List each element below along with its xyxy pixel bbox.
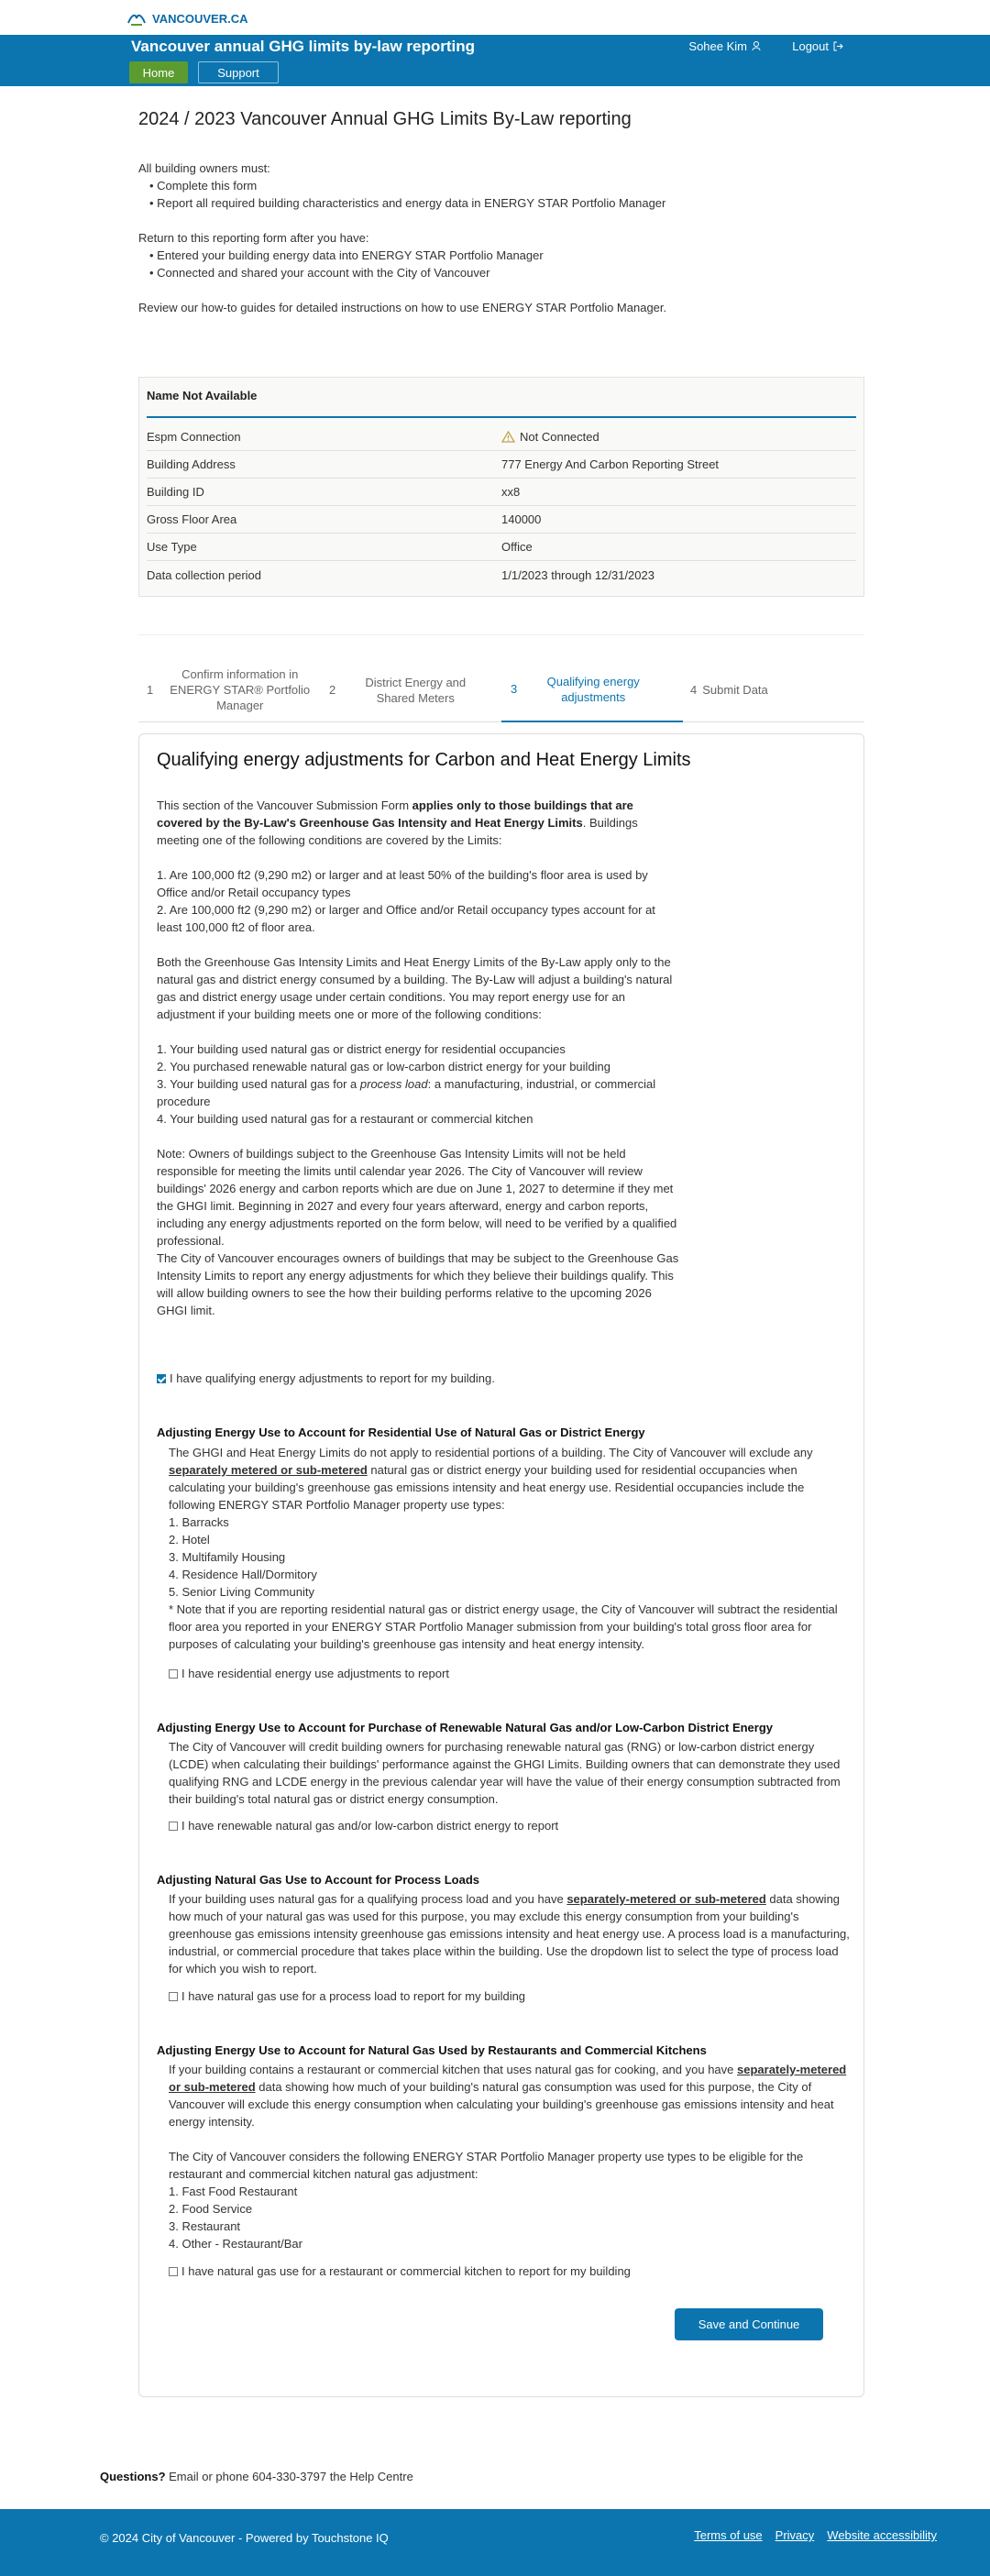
adjust-item: 2. You purchased renewable natural gas or low-carbon district energy for your building — [157, 1060, 611, 1073]
sub-metered-link[interactable]: separately-metered or sub-metered — [566, 1892, 766, 1906]
logout-icon — [833, 41, 843, 51]
section-divider — [138, 634, 864, 635]
intro-guides-text: Review our how-to guides for detailed instructions on how to use ENERGY STAR Portfolio Manager. — [138, 301, 667, 314]
residential-note: * Note that if you are reporting residential natural gas or district energy usage, the City of Vancouver will subtract the residential floor area you reported in your ENERGY STAR Portfolio Manager submission from your building's total gross floor area for purposes of calculating your building's greenhouse gas intensity and heat energy intensity. — [169, 1602, 838, 1651]
logout-link[interactable] — [792, 39, 843, 53]
checkbox-unchecked[interactable] — [169, 1992, 178, 2001]
form-title: Qualifying energy adjustments for Carbon and Heat Energy Limits — [157, 750, 691, 770]
step-number: 1 — [147, 683, 154, 697]
save-continue-button[interactable]: Save and Continue — [675, 2308, 823, 2340]
row-value: 1/1/2023 through 12/31/2023 — [501, 567, 654, 582]
renewable-heading: Adjusting Energy Use to Account for Purchase of Renewable Natural Gas and/or Low-Carbon District Energy — [157, 1721, 774, 1734]
privacy-link[interactable]: Privacy — [775, 2528, 815, 2542]
brand-logo[interactable] — [126, 10, 248, 27]
row-value — [501, 430, 600, 444]
adjust-intro: Both the Greenhouse Gas Intensity Limits and Heat Energy Limits of the By-Law apply only to the natural gas and district energy consumed by a building. The By-Law will adjust a building's natural gas and district energy usage under certain conditions. You may report energy use for an adjustment if your building meets one or more of the following conditions: — [157, 955, 673, 1021]
intro-must-heading: All building owners must: — [138, 161, 270, 175]
nav-support-button[interactable]: Support — [198, 61, 279, 83]
card-divider — [147, 416, 856, 418]
warning-icon — [501, 431, 515, 443]
intro-return-item: • Connected and shared your account with the City of Vancouver — [138, 264, 679, 281]
copyright: © 2024 City of Vancouver - Powered by Touchstone IQ — [100, 2531, 389, 2545]
residential-body: The GHGI and Heat Energy Limits do not apply to residential portions of a building. The City of Vancouver will exclude any separately metered or sub-metered natural gas or district energy your building used for residential occupancies when calculating your building's greenhouse gas emissions intensity and heat energy use. Residential occupancies include the following ENERGY STAR Portfolio Manager property use types: 1. Barracks 2. Hotel 3. Multifamily Housing 4. Residence Hall/Dormitory 5. Senior Living Community * Note that if you are reporting residential natural gas or district energy usage, the City of Vancouver will subtract the residential floor area you reported in your ENERGY STAR Portfolio Manager submission from your building's total gross floor area for purposes of calculating your building's greenhouse gas intensity and heat energy intensity. — [169, 1444, 852, 1653]
checkbox-label: I have renewable natural gas and/or low-carbon district energy to report — [182, 1819, 559, 1833]
use-type-item: 4. Residence Hall/Dormitory — [169, 1568, 317, 1581]
form-intro — [157, 797, 679, 1319]
intro-bold: applies only to those buildings that are covered by the By-Law's Greenhouse Gas Intensity and Heat Energy Limits — [157, 798, 633, 830]
condition-item: 2. Are 100,000 ft2 (9,290 m2) or larger and Office and/or Retail occupancy types account for at least 100,000 ft2 of floor area. — [157, 903, 655, 934]
adjust-item: 4. Your building used natural gas for a restaurant or commercial kitchen — [157, 1112, 534, 1126]
brand-name: VANCOUVER.CA — [152, 11, 248, 26]
espm-status: Not Connected — [520, 430, 600, 444]
intro-must-item: • Report all required building characteristics and energy data in ENERGY STAR Portfolio Manager — [138, 194, 679, 212]
sub-metered-link[interactable]: separately-metered or sub-metered — [169, 2063, 847, 2094]
condition-item: 1. Are 100,000 ft2 (9,290 m2) or larger and at least 50% of the building's floor area is used by Office and/or Retail occupancy types — [157, 868, 648, 899]
sub-metered-link[interactable]: separately metered or sub-metered — [169, 1463, 368, 1477]
step-1[interactable] — [138, 657, 322, 722]
building-row-id — [147, 479, 856, 506]
step-number: 4 — [690, 683, 698, 697]
intro-post: . Buildings meeting one of the following conditions are covered by the Limits: — [157, 816, 638, 847]
residential-checkbox[interactable] — [169, 1667, 449, 1680]
building-row-period — [147, 561, 856, 589]
step-label: District Energy and Shared Meters — [365, 675, 467, 705]
note-text: The City of Vancouver encourages owners of buildings that may be subject to the Greenhouse Gas Intensity Limits to report any energy adjustments for which they believe their buildings qualify. This will allow building owners to see the how their building performs relative to the upcoming 2026 GHGI limit. — [157, 1251, 679, 1317]
row-label: Building ID — [147, 485, 204, 499]
footer-links — [694, 2528, 937, 2542]
questions-label: Questions? — [100, 2470, 166, 2483]
row-value: 140000 — [501, 512, 542, 526]
checkbox-unchecked[interactable] — [169, 1822, 178, 1831]
row-label: Espm Connection — [147, 430, 241, 444]
building-info-card — [138, 377, 864, 597]
step-2[interactable] — [329, 657, 503, 722]
progress-stepper — [138, 657, 864, 722]
row-label: Use Type — [147, 540, 197, 554]
process-checkbox[interactable] — [169, 1989, 525, 2003]
qualifying-checkbox[interactable] — [157, 1371, 495, 1385]
restaurant-intro: The City of Vancouver considers the following ENERGY STAR Portfolio Manager property use types to be eligible for the restaurant and commercial kitchen natural gas adjustment: — [169, 2150, 804, 2181]
step-label: Confirm information in ENERGY STAR® Portfolio Manager — [170, 667, 311, 712]
adjust-item: 3. Your building used natural gas for a process load: a manufacturing, industrial, or commercial procedure — [157, 1077, 656, 1108]
page-title: 2024 / 2023 Vancouver Annual GHG Limits By-Law reporting — [138, 109, 632, 129]
user-menu[interactable] — [688, 39, 761, 53]
row-label: Gross Floor Area — [147, 512, 237, 526]
intro-must-item: • Complete this form — [138, 177, 679, 194]
step-4[interactable] — [690, 657, 828, 722]
terms-link[interactable]: Terms of use — [694, 2528, 763, 2542]
building-row-espm — [147, 424, 856, 451]
checkbox-checked[interactable] — [157, 1374, 166, 1383]
intro-return-heading: Return to this reporting form after you have: — [138, 231, 369, 245]
site-footer — [0, 2509, 990, 2576]
use-type-item: 3. Restaurant — [169, 2219, 241, 2233]
use-type-item: 2. Hotel — [169, 1533, 210, 1547]
user-name: Sohee Kim — [688, 39, 747, 53]
questions-text: Email or phone 604-330-3797 the Help Centre — [165, 2470, 413, 2483]
row-label: Data collection period — [147, 567, 262, 582]
building-row-address — [147, 451, 856, 479]
restaurant-checkbox[interactable] — [169, 2264, 631, 2278]
adjust-item: 1. Your building used natural gas or district energy for residential occupancies — [157, 1042, 566, 1056]
intro-return-item: • Entered your building energy data into ENERGY STAR Portfolio Manager — [138, 247, 679, 264]
step-number: 3 — [511, 682, 518, 696]
use-type-item: 1. Fast Food Restaurant — [169, 2185, 298, 2198]
process-heading: Adjusting Natural Gas Use to Account for Process Loads — [157, 1873, 480, 1887]
app-header — [0, 35, 990, 86]
note-text: Note: Owners of buildings subject to the Greenhouse Gas Intensity Limits will not be held responsible for meeting the limits until calendar year 2026. The City of Vancouver will review buildings' 2026 energy and carbon reports which are due on June 1, 2027 to determine if they met the GHGI limit. Beginning in 2027 and every four years afterward, energy and carbon reports, including any energy adjustments reported on the form below, will need to be verified by a qualified professional. — [157, 1147, 677, 1248]
residential-heading: Adjusting Energy Use to Account for Residential Use of Natural Gas or District Energy — [157, 1426, 645, 1439]
use-type-item: 3. Multifamily Housing — [169, 1550, 286, 1564]
renewable-checkbox[interactable] — [169, 1819, 558, 1833]
building-row-floor-area — [147, 506, 856, 534]
checkbox-unchecked[interactable] — [169, 1669, 178, 1679]
step-label: Submit Data — [702, 683, 768, 697]
renewable-body: The City of Vancouver will credit building owners for purchasing renewable natural gas (RNG) or low-carbon district energy (LCDE) when calculating their buildings' performance against the GHGI Limits. Building owners that can demonstrate they used qualifying RNG and LCDE energy in the previous calendar year will have the value of their energy consumption subtracted from their building's total natural gas or district energy consumption. — [169, 1740, 841, 1806]
restaurant-body: If your building contains a restaurant or commercial kitchen that uses natural gas for cooking, and you have separately-metered or sub-metered data showing how much of your building's natural gas consumption was used for this purpose, the City of Vancouver will exclude this energy consumption when calculating your building's greenhouse gas emissions intensity and heat energy intensity. The City of Vancouver considers the following ENERGY STAR Portfolio Manager property use types to be eligible for the restaurant and commercial kitchen natural gas adjustment: 1. Fast Food Restaurant 2. Food Service 3. Restaurant 4. Other - Restaurant/Bar — [169, 2061, 852, 2252]
logout-label: Logout — [792, 39, 829, 53]
checkbox-label: I have qualifying energy adjustments to report for my building. — [170, 1371, 495, 1385]
help-line — [100, 2470, 413, 2483]
row-value: Office — [501, 540, 533, 554]
user-icon — [752, 41, 761, 51]
checkbox-label: I have residential energy use adjustments to report — [182, 1667, 449, 1680]
checkbox-label: I have natural gas use for a process load to report for my building — [182, 1989, 526, 2003]
restaurant-heading: Adjusting Energy Use to Account for Natural Gas Used by Restaurants and Commercial Kitchens — [157, 2043, 707, 2057]
intro-text — [138, 160, 679, 316]
app-title: Vancouver annual GHG limits by-law reporting — [131, 38, 476, 55]
vancouver-logo-icon — [126, 10, 147, 27]
row-value: 777 Energy And Carbon Reporting Street — [501, 457, 720, 471]
checkbox-label: I have natural gas use for a restaurant or commercial kitchen to report for my building — [182, 2264, 631, 2278]
building-row-use-type — [147, 534, 856, 561]
checkbox-unchecked[interactable] — [169, 2267, 178, 2276]
step-label: Qualifying energy adjustments — [546, 674, 640, 704]
nav-home-button[interactable]: Home — [129, 61, 188, 83]
use-type-item: 4. Other - Restaurant/Bar — [169, 2237, 302, 2251]
intro-pre: This section of the Vancouver Submission Form — [157, 798, 412, 812]
use-type-item: 5. Senior Living Community — [169, 1585, 314, 1599]
use-type-item: 2. Food Service — [169, 2202, 253, 2216]
row-label: Building Address — [147, 457, 236, 471]
row-value: xx8 — [501, 485, 521, 499]
use-type-item: 1. Barracks — [169, 1515, 229, 1529]
step-number: 2 — [329, 683, 336, 697]
adjustments-form-panel — [138, 733, 864, 2397]
step-3[interactable] — [501, 657, 683, 722]
accessibility-link[interactable]: Website accessibility — [827, 2528, 937, 2542]
process-body: If your building uses natural gas for a qualifying process load and you have separately-metered or sub-metered data showing how much of your natural gas was used for this purpose, you may exclude this energy consumption from your building's greenhouse gas emissions intensity greenhouse gas emissions intensity and heat energy use. A process load is a manufacturing, industrial, or commercial procedure that takes place within the building. Use the dropdown list to select the type of process load for which you wish to report. — [169, 1892, 850, 1976]
brand-bar — [0, 0, 990, 35]
building-name: Name Not Available — [147, 389, 258, 402]
